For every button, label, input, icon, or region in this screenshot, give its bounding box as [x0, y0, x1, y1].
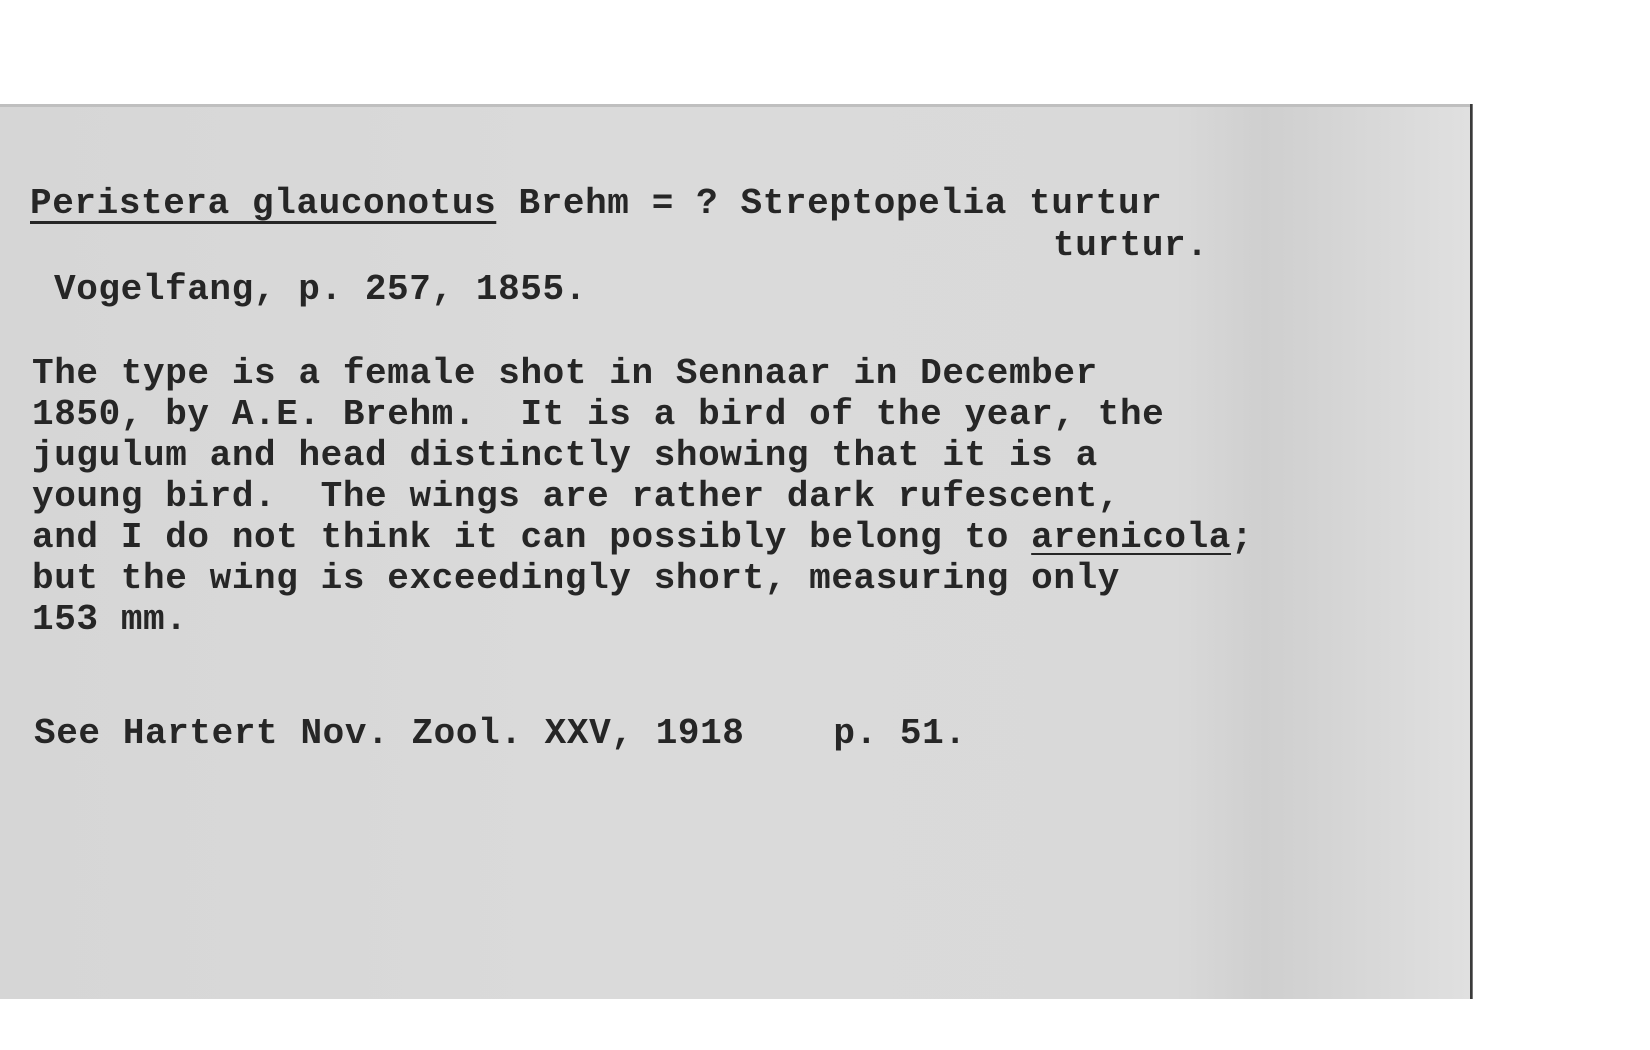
body-line-3: jugulum and head distinctly showing that it is a	[32, 435, 1098, 476]
body-line-5	[32, 517, 1254, 558]
body-line-1: The type is a female shot in Sennaar in December	[32, 353, 1098, 394]
citation: Vogelfang, p. 257, 1855.	[54, 269, 587, 310]
index-card	[0, 104, 1472, 999]
heading-line	[30, 183, 1163, 224]
body-line-2: 1850, by A.E. Brehm. It is a bird of the year, the	[32, 394, 1165, 435]
reference-line: See Hartert Nov. Zool. XXV, 1918 p. 51.	[34, 713, 967, 754]
body-line-7: 153 mm.	[32, 599, 188, 640]
body-line-4: young bird. The wings are rather dark rufescent,	[32, 476, 1120, 517]
body-line-5-before: and I do not think it can possibly belong to	[32, 517, 1032, 558]
heading-rest: Brehm = ? Streptopelia turtur	[496, 183, 1163, 224]
heading-continuation: turtur.	[1053, 225, 1209, 266]
body-line-5-after: ;	[1231, 517, 1254, 558]
body-line-6: but the wing is exceedingly short, measuring only	[32, 558, 1120, 599]
species-name: Peristera glauconotus	[30, 183, 497, 224]
arenicola-term: arenicola	[1031, 517, 1232, 558]
